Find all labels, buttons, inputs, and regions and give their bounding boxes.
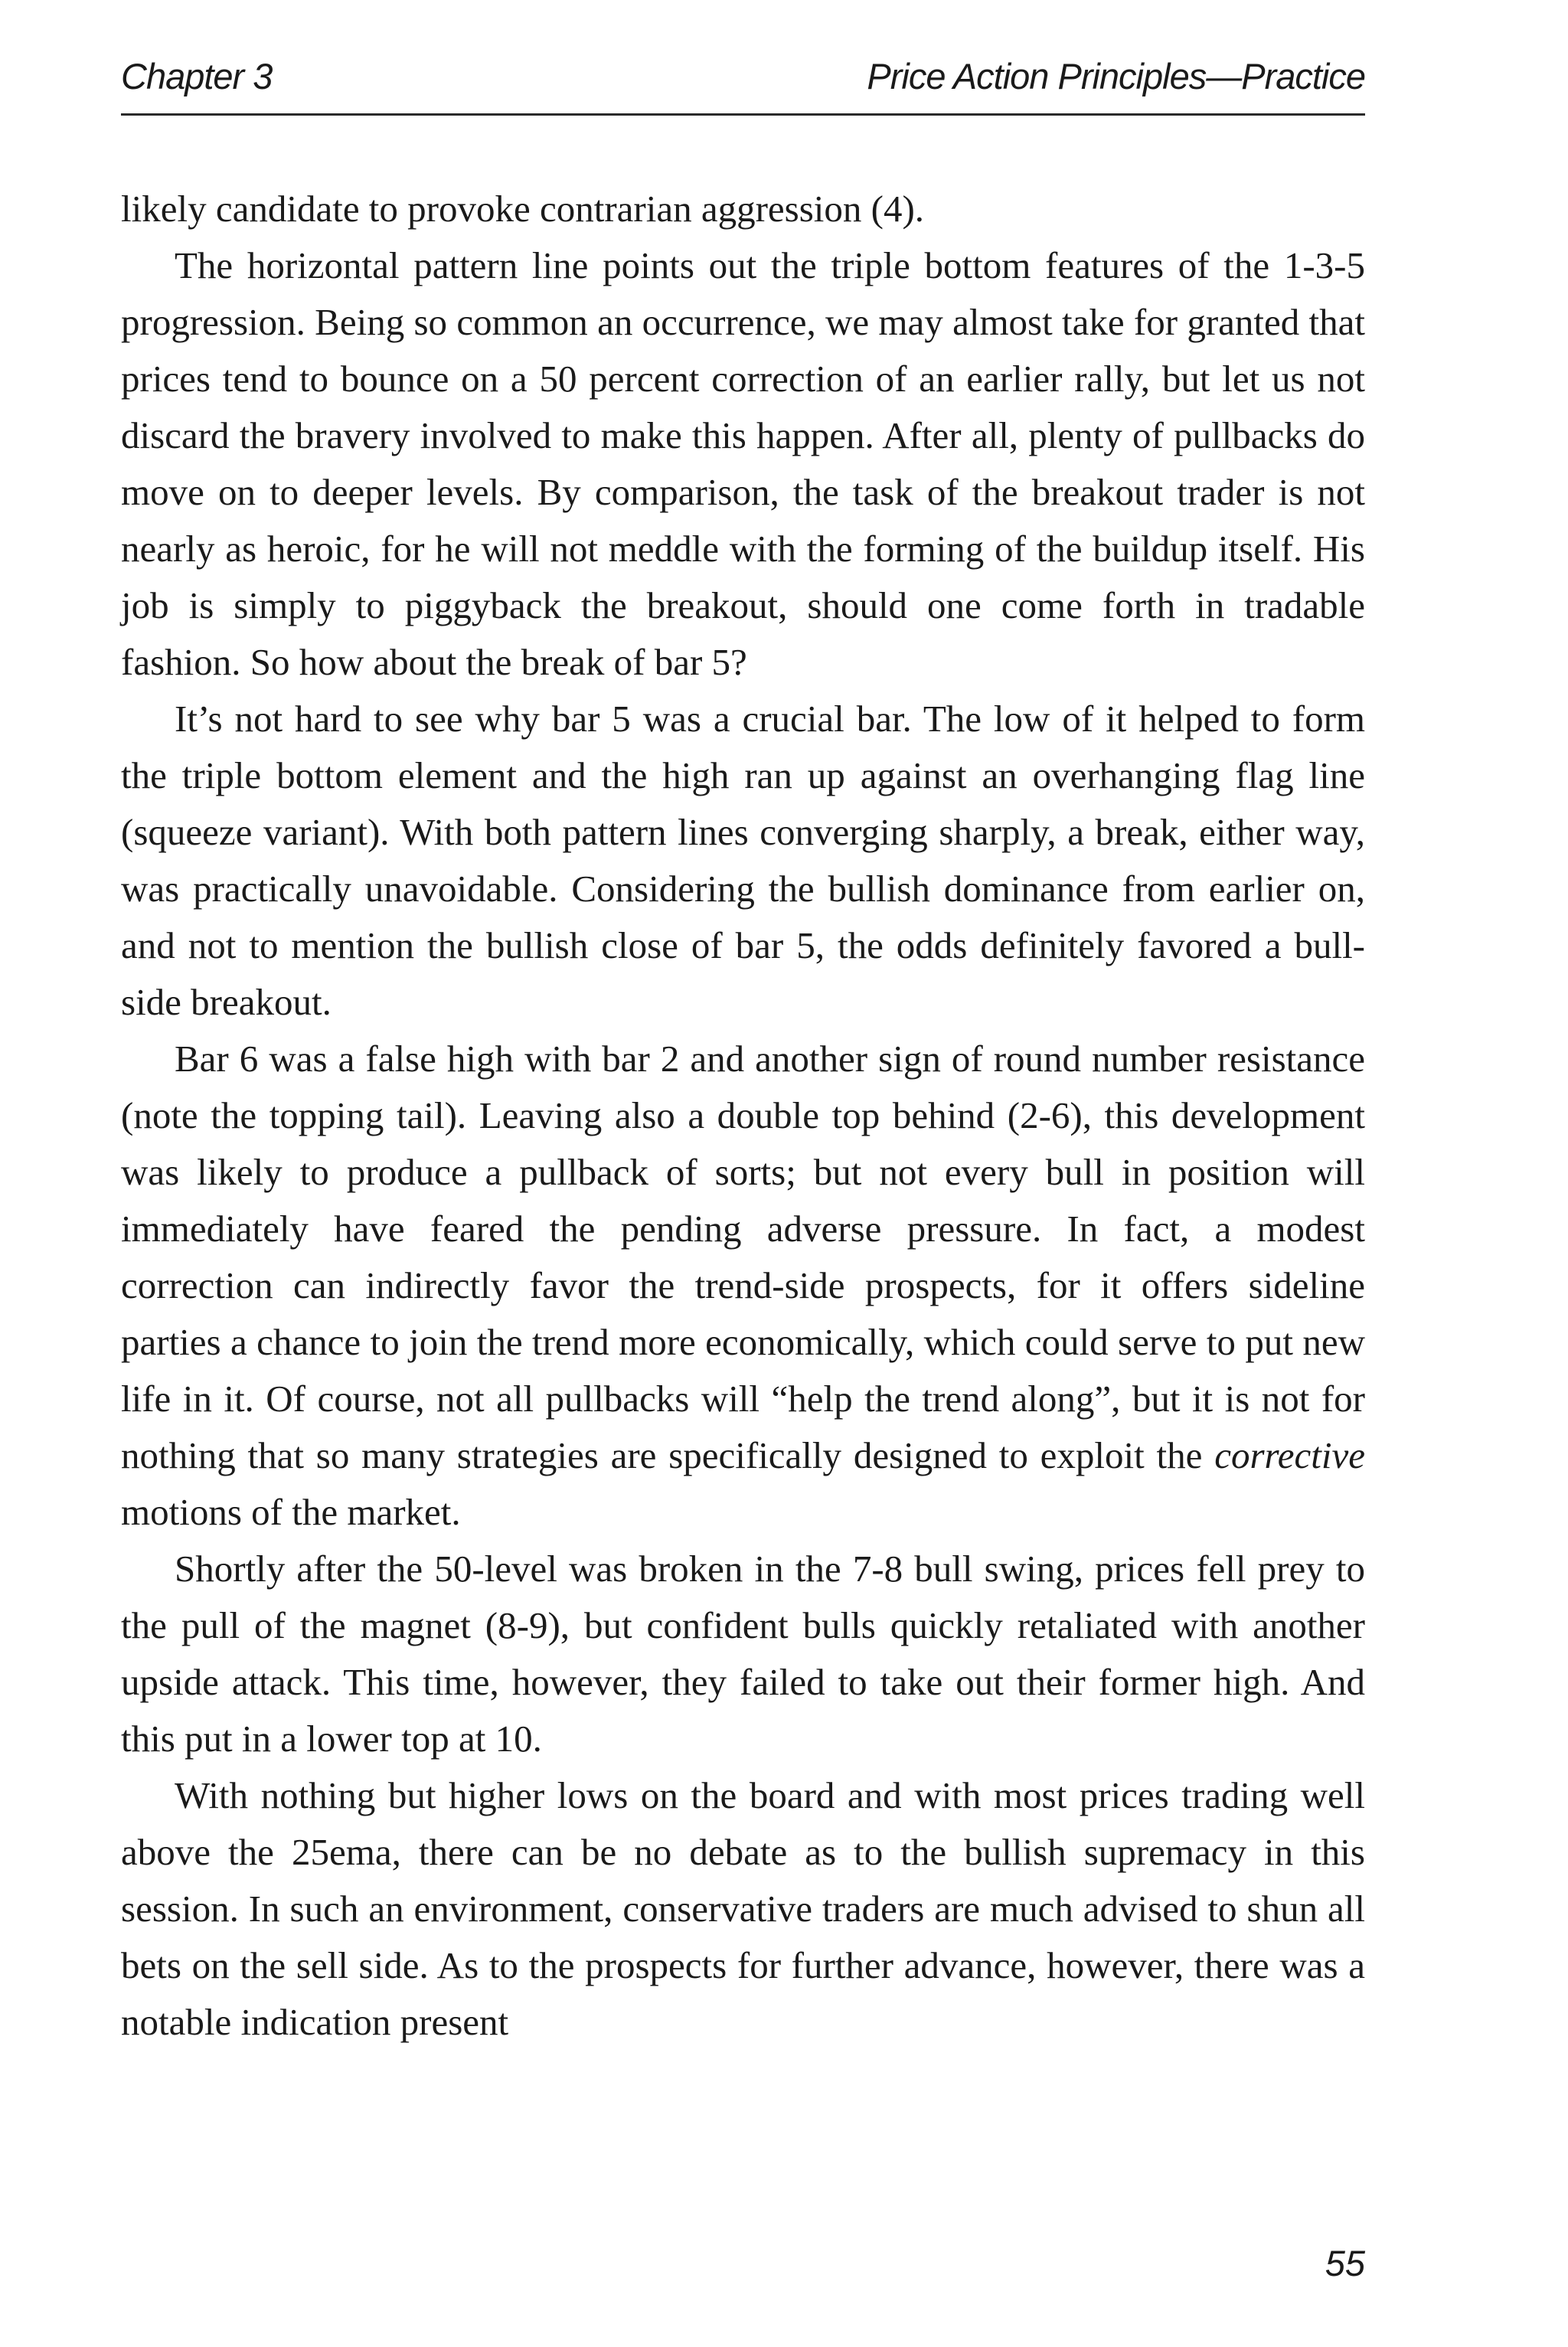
paragraph [121,691,1365,1031]
paragraph-text: The horizontal pattern line points out the triple bottom features of the 1-3-5 progression. Being so common an occurrence, we may almost take for granted that prices tend to bounce on a 50 percent correction of an earlier rally, but let us not discard the bravery involved to make this happen. After all, plenty of pullbacks do move on to deeper levels. By comparison, the task of the breakout trader is not nearly as heroic, for he will not meddle with the forming of the buildup itself. His job is simply to piggyback the breakout, should one come forth in tradable fashion. So how about the break of bar 5? [121,244,1365,683]
paragraph-text: likely candidate to provoke contrarian aggression (4). [121,188,925,230]
paragraph [121,1767,1365,2051]
paragraph-text: It’s not hard to see why bar 5 was a crucial bar. The low of it helped to form the triple bottom element and the high ran up against an overhanging flag line (squeeze variant). With both pattern lines converging sharply, a break, either way, was practically unavoidable. Considering the bullish dominance from earlier on, and not to mention the bullish close of bar 5, the odds definitely favored a bull-side breakout. [121,698,1365,1023]
chapter-label: Chapter 3 [121,56,273,96]
body-text [121,181,1365,2051]
paragraph-text: Shortly after the 50-level was broken in the 7-8 bull swing, prices fell prey to the pull of the magnet (8-9), but confident bulls quickly retaliated with another upside attack. This time, however, they failed to take out their former high. And this put in a lower top at 10. [121,1548,1365,1760]
paragraph-text: Bar 6 was a false high with bar 2 and another sign of round number resistance (note the topping tail). Leaving also a double top behind (2-6), this development was likely to produce a pullback of sorts; but not every bull in position will immediately have feared the pending adverse pressure. In fact, a modest correction can indirectly favor the trend-side prospects, for it offers sideline parties a chance to join the trend more economically, which could serve to put new life in it. Of course, not all pullbacks will “help the trend along”, but it is not for nothing that so many strategies are specifically designed to exploit the [121,1038,1365,1476]
header-rule [121,113,1365,116]
emphasis-text: corrective [1214,1434,1366,1476]
paragraph [121,1031,1365,1541]
section-title: Price Action Principles—Practice [867,56,1365,96]
paragraph-continuation [121,181,1365,237]
running-head [121,55,1365,109]
paragraph [121,1541,1365,1767]
paragraph-text-after: motions of the market. [121,1491,461,1533]
paragraph-text: With nothing but higher lows on the board and with most prices trading well above the 25ema, there can be no debate as to the bullish supremacy in this session. In such an environment, conservative traders are much advised to shun all bets on the sell side. As to the prospects for further advance, however, there was a notable indication present [121,1774,1365,2043]
paragraph [121,237,1365,691]
page-number: 55 [1325,2243,1365,2283]
